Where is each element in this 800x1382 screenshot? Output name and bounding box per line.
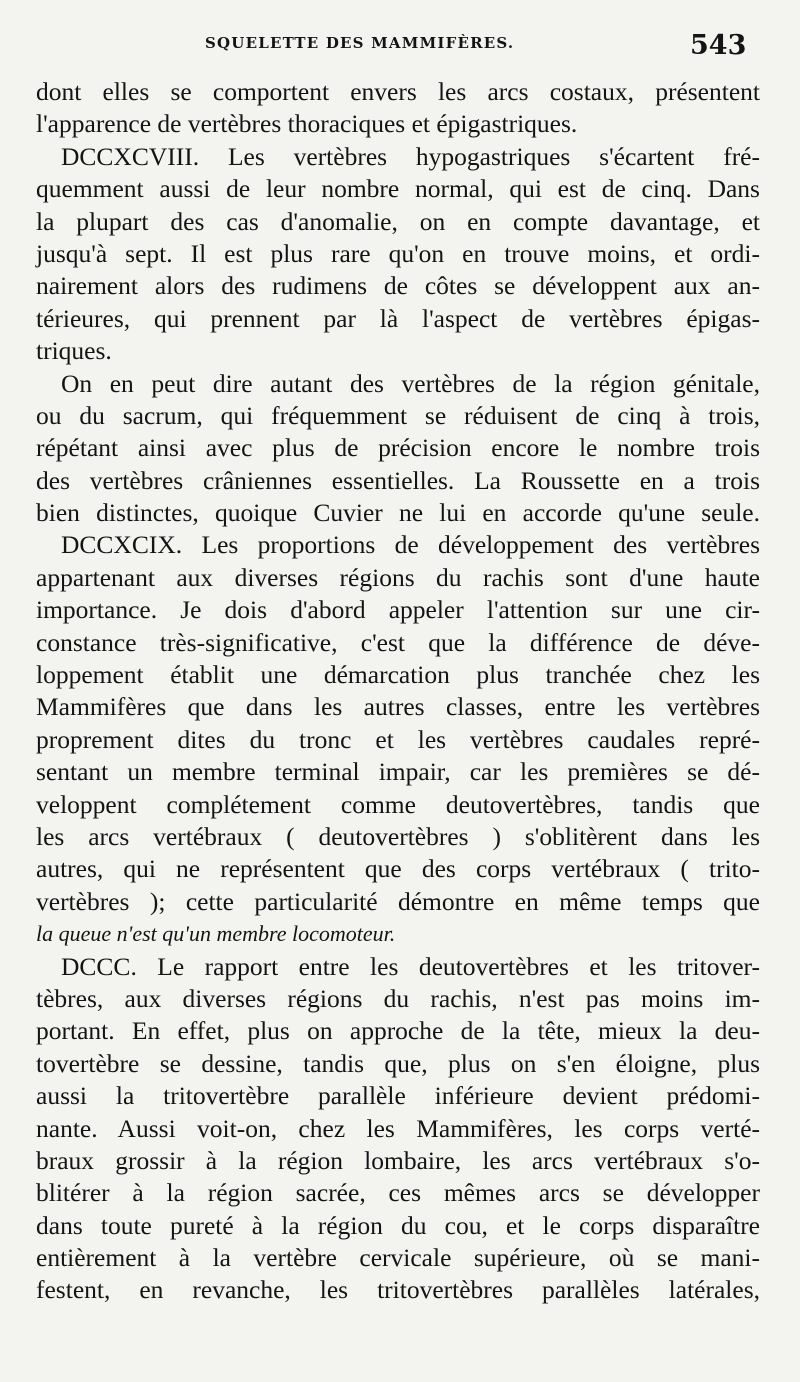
text-line: tovertèbre se dessine, tandis que, plus on s'en éloigne, plus	[36, 1048, 760, 1078]
text-line: nante. Aussi voit-on, chez les Mammifères, les corps verté-	[36, 1113, 760, 1143]
text-line: aussi la tritovertèbre parallèle inférieure devient prédomi-	[36, 1081, 760, 1111]
text-line: autres, qui ne représentent que des corps vertébraux ( trito-	[36, 854, 760, 884]
text-line: térieures, qui prennent par là l'aspect de vertèbres épigas-	[36, 303, 760, 333]
text-line: l'apparence de vertèbres thoraciques et épigastriques.	[36, 109, 578, 139]
text-line: les arcs vertébraux ( deutovertèbres ) s'oblitèrent dans les	[36, 821, 760, 851]
text-line: quemment aussi de leur nombre normal, qui est de cinq. Dans	[36, 174, 760, 204]
text-line: importance. Je dois d'abord appeler l'attention sur une cir-	[36, 595, 760, 625]
text-line: blitérer à la région sacrée, ces mêmes arcs se développer	[36, 1178, 760, 1208]
text-line: vertèbres ); cette particularité démontre en même temps que	[36, 886, 760, 916]
text-line: braux grossir à la région lombaire, les arcs vertébraux s'o-	[36, 1145, 760, 1175]
text-line: loppement établit une démarcation plus tranchée chez les	[36, 660, 760, 690]
text-line: jusqu'à sept. Il est plus rare qu'on en trouve moins, et ordi-	[36, 238, 760, 268]
running-title: SQUELETTE DES MAMMIFÈRES.	[205, 34, 515, 52]
text-line: appartenant aux diverses régions du rachis sont d'une haute	[36, 562, 760, 592]
text-line: On en peut dire autant des vertèbres de la région génitale,	[61, 368, 760, 398]
text-line: la plupart des cas d'anomalie, on en compte davantage, et	[36, 206, 760, 236]
text-line: triques.	[36, 336, 112, 366]
text-line: répétant ainsi avec plus de précision encore le nombre trois	[36, 433, 760, 463]
text-line: veloppent complétement comme deutovertèbres, tandis que	[36, 789, 760, 819]
text-line: constance très-significative, c'est que la différence de déve-	[36, 627, 760, 657]
text-line: dont elles se comportent envers les arcs costaux, présentent	[36, 77, 760, 106]
page-number: 543	[690, 30, 747, 61]
text-line: sentant un membre terminal impair, car les premières se dé-	[36, 757, 760, 787]
text-line: DCCC. Le rapport entre les deutovertèbres et les tritover-	[61, 951, 760, 981]
text-line: DCCXCVIII. Les vertèbres hypogastriques s'écartent fré-	[61, 141, 760, 171]
text-line: Mammifères que dans les autres classes, entre les vertèbres	[36, 692, 760, 722]
text-line: ou du sacrum, qui fréquemment se réduisent de cinq à trois,	[36, 400, 760, 430]
text-line: portant. En effet, plus on approche de la tête, mieux la deu-	[36, 1016, 760, 1046]
text-line: entièrement à la vertèbre cervicale supérieure, où se mani-	[36, 1243, 760, 1273]
text-line: proprement dites du tronc et les vertèbres caudales repré-	[36, 724, 760, 754]
text-line: bien distinctes, quoique Cuvier ne lui en accorde qu'une seule.	[36, 498, 760, 528]
text-line: nairement alors des rudimens de côtes se développent aux an-	[36, 271, 760, 301]
text-line: des vertèbres crâniennes essentielles. La Roussette en a trois	[36, 465, 760, 495]
text-line: la queue n'est qu'un membre locomoteur.	[36, 921, 396, 947]
text-line: tèbres, aux diverses régions du rachis, n'est pas moins im-	[36, 983, 760, 1013]
text-line: dans toute pureté à la région du cou, et le corps disparaître	[36, 1210, 760, 1240]
body-text	[36, 76, 760, 1307]
text-line: DCCXCIX. Les proportions de développement des vertèbres	[61, 530, 760, 560]
text-line: festent, en revanche, les tritovertèbres parallèles latérales,	[36, 1275, 760, 1305]
